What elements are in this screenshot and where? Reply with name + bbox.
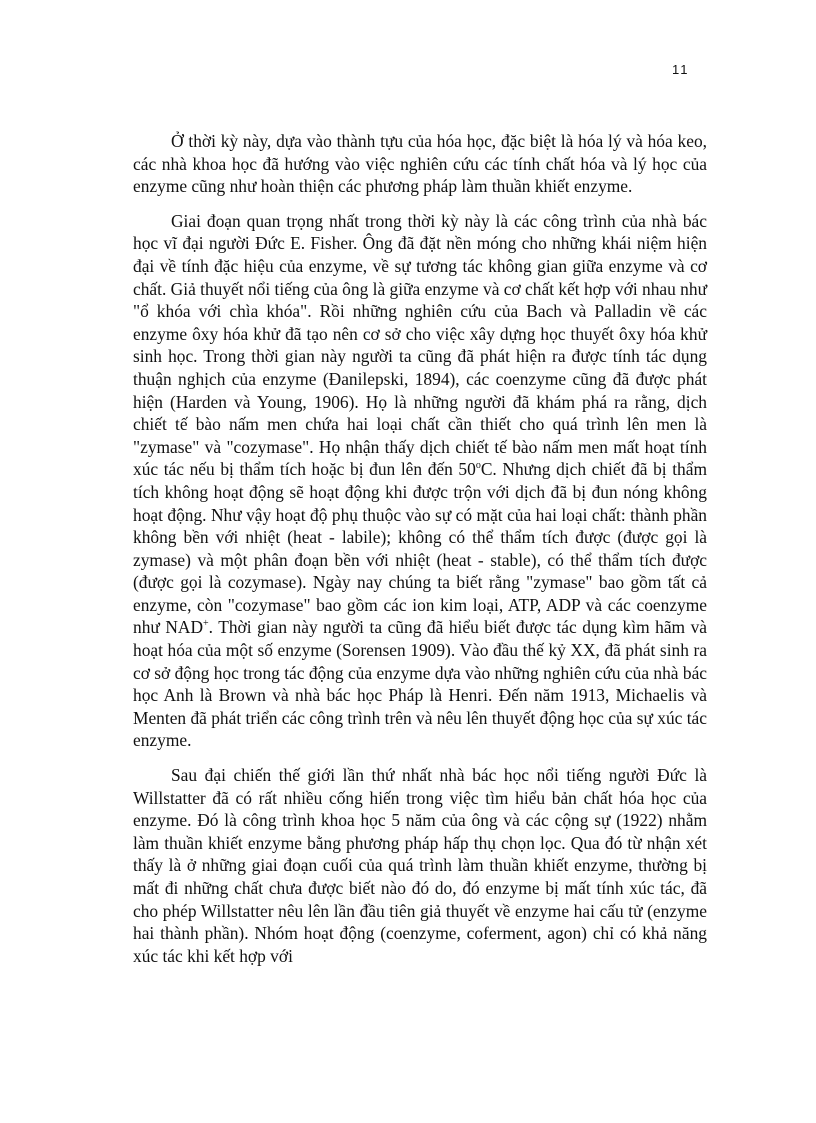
paragraph bbox=[133, 130, 707, 198]
paragraph-text: Giai đoạn quan trọng nhất trong thời kỳ này là các công trình của nhà bác học vĩ đại người Đức E. Fisher. Ông đã đặt nền móng cho những khái niệm hiện đại về tính đặc hiệu của enzyme, về sự tương tác không gian giữa enzyme và cơ chất. Giả thuyết nổi tiếng của ông là giữa enzyme và cơ chất kết hợp với nhau như "ổ khóa với chìa khóa". Rồi những nghiên cứu của Bach và Palladin về các enzyme ôxy hóa khử đã tạo nên cơ sở cho việc xây dựng học thuyết ôxy hóa khử sinh học. Trong thời gian này người ta cũng đã phát hiện ra được tính tác dụng thuận nghịch của enzyme (Đanilepski, 1894), các coenzyme cũng đã được phát hiện (Harden và Young, 1906). Họ là những người đã khám phá ra rằng, dịch chiết tế bào nấm men chứa hai loại chất cần thiết cho quá trình lên men là "zymase" và "cozymase". Họ nhận thấy dịch chiết tế bào nấm men mất hoạt tính xúc tác nếu bị thẩm tích hoặc bị đun lên đến 50 bbox=[133, 210, 707, 480]
paragraph-text: Ở thời kỳ này, dựa vào thành tựu của hóa học, đặc biệt là hóa lý và hóa keo, các nhà khoa học đã hướng vào việc nghiên cứu các tính chất hóa và lý học của enzyme cũng như hoàn thiện các phương pháp làm thuần khiết enzyme. bbox=[133, 131, 707, 197]
paragraph-text: Sau đại chiến thế giới lần thứ nhất nhà bác học nổi tiếng người Đức là Willstatter đã có rất nhiều cống hiến trong việc tìm hiểu bản chất hóa học của enzyme. Đó là công trình khoa học 5 năm của ông và các cộng sự (1922) nhằm làm thuần khiết enzyme bằng phương pháp hấp thụ chọn lọc. Qua đó từ nhận xét thấy là ở những giai đoạn cuối của quá trình làm thuần khiết enzyme, thường bị mất đi những chất chưa được biết nào đó do, đó enzyme bị mất tính xúc tác, đã cho phép Willstatter nêu lên lần đầu tiên giả thuyết về enzyme hai cấu tử (enzyme hai thành phần). Nhóm hoạt động (coenzyme, coferment, agon) chỉ có khả năng xúc tác khi kết hợp với bbox=[133, 765, 707, 966]
paragraph-text: . Thời gian này người ta cũng đã hiểu biết được tác dụng kìm hãm và hoạt hóa của một số enzyme (Sorensen 1909). Vào đầu thế kỷ XX, đã phát sinh ra cơ sở động học trong tác động của enzyme dựa vào những nghiên cứu của nhà bác học Anh là Brown và nhà bác học Pháp là Henri. Đến năm 1913, Michaelis và Menten đã phát triển các công trình trên và nêu lên thuyết động học của sự xúc tác enzyme. bbox=[133, 617, 708, 751]
document-body bbox=[133, 130, 707, 979]
superscript-degree: o bbox=[475, 460, 481, 472]
superscript-plus: + bbox=[203, 618, 209, 630]
paragraph-text: C. Nhưng dịch chiết đã bị thẩm tích không hoạt động sẽ hoạt động khi được trộn với dịch đã bị đun nóng không hoạt động. Như vậy hoạt độ phụ thuộc vào sự có mặt của hai loại chất: thành phần không bền với nhiệt (heat - labile); không có thể thẩm tích được (được gọi là zymase) và một phân đoạn bền với nhiệt (heat - stable), có thể thẩm tích được (được gọi là cozymase). Ngày nay chúng ta biết rằng "zymase" bao gồm tất cả enzyme, còn "cozymase" bao gồm các ion kim loại, ATP, ADP và các coenzyme như NAD bbox=[133, 459, 707, 638]
page-number: 11 bbox=[672, 62, 690, 77]
paragraph bbox=[133, 764, 707, 967]
paragraph bbox=[133, 210, 707, 752]
